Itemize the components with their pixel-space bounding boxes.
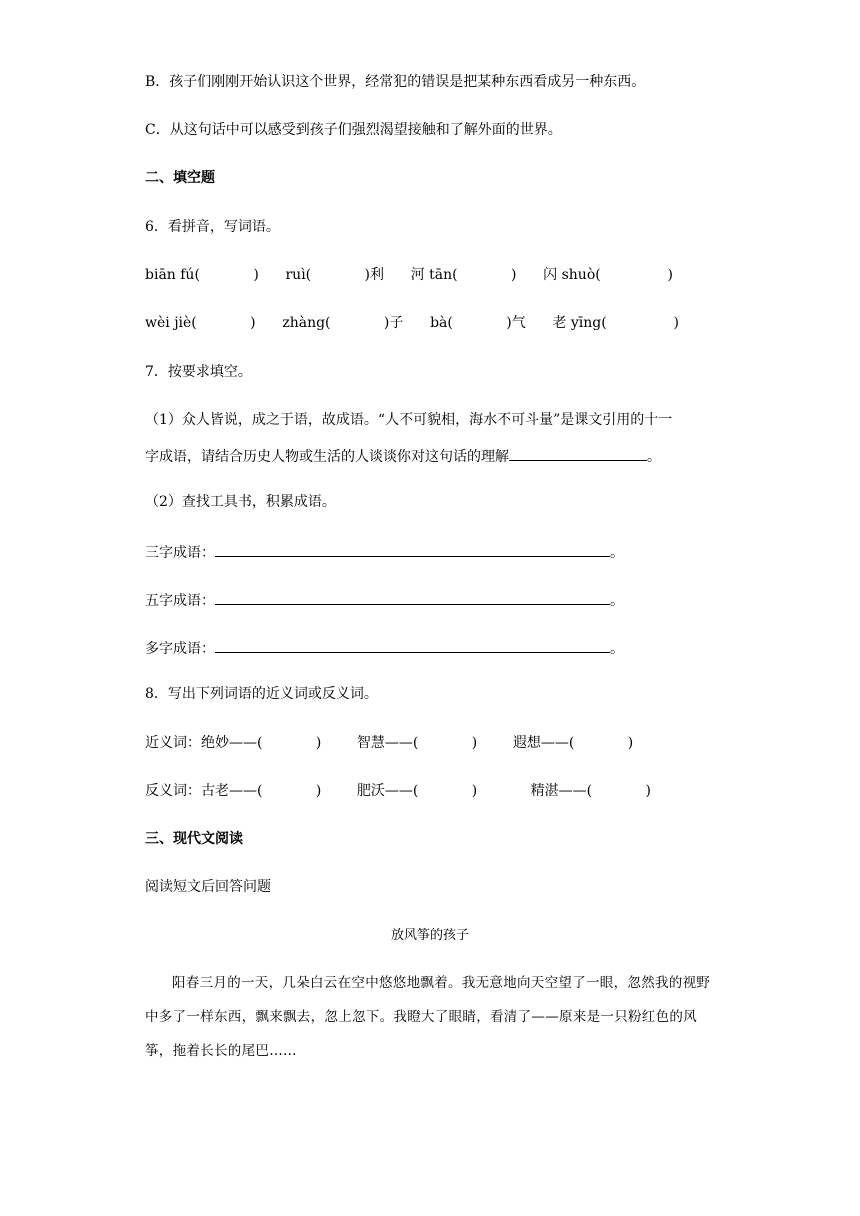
idiom-multi-char-line xyxy=(145,637,624,658)
question-7-part-1-line-1: （1）众人皆说，成之于语，故成语。“人不可貌相，海水不可斗量”是课文引用的十一 xyxy=(145,412,673,428)
idiom-five-label: 五字成语： xyxy=(145,593,215,609)
idiom-five-char-line xyxy=(145,589,624,610)
story-title: 放风筝的孩子 xyxy=(390,928,469,943)
period: 。 xyxy=(610,641,624,657)
question-7: 7．按要求填空。 xyxy=(145,364,252,380)
pinyin-row-1: biān fú( ) ruì( )利 河 tān( ) 闪 shuò( ) xyxy=(145,267,673,283)
pinyin-row-2: wèi jiè( ) zhàng( )子 bà( )气 老 yīng( ) xyxy=(145,315,679,331)
idiom-three-char-line xyxy=(145,541,624,562)
answer-blank[interactable] xyxy=(215,637,610,653)
idiom-multi-label: 多字成语： xyxy=(145,641,215,657)
question-8: 8．写出下列词语的近义词或反义词。 xyxy=(145,686,378,702)
question-6: 6．看拼音，写词语。 xyxy=(145,219,280,235)
period: 。 xyxy=(647,449,661,465)
antonym-row: 反义词：古老——( ) 肥沃——( ) 精湛——( ) xyxy=(145,783,651,799)
section-heading-reading: 三、现代文阅读 xyxy=(145,831,243,847)
period: 。 xyxy=(610,545,624,561)
synonym-row: 近义词：绝妙——( ) 智慧——( ) 遐想——( ) xyxy=(145,735,634,751)
answer-blank[interactable] xyxy=(215,541,610,557)
question-7-part-1-text: 字成语，请结合历史人物或生活的人谈谈你对这句话的理解 xyxy=(145,449,509,465)
idiom-three-label: 三字成语： xyxy=(145,545,215,561)
period: 。 xyxy=(610,593,624,609)
reading-instruction: 阅读短文后回答问题 xyxy=(145,879,271,895)
answer-blank[interactable] xyxy=(215,589,610,605)
option-c: C．从这句话中可以感受到孩子们强烈渴望接触和了解外面的世界。 xyxy=(145,122,562,138)
story-paragraph: 阳春三月的一天，几朵白云在空中悠悠地飘着。我无意地向天空望了一眼，忽然我的视野中多了一样东西，飘来飘去，忽上忽下。我瞪大了眼睛，看清了——原来是一只粉红色的风筝，拖着长长的尾巴…… xyxy=(145,975,711,1059)
option-b: B．孩子们刚刚开始认识这个世界，经常犯的错误是把某种东西看成另一种东西。 xyxy=(145,74,646,90)
question-7-part-2: （2）查找工具书，积累成语。 xyxy=(145,494,336,510)
question-7-part-1-line-2 xyxy=(145,445,661,466)
answer-blank[interactable] xyxy=(509,445,647,461)
section-heading-fill-in: 二、填空题 xyxy=(145,170,215,186)
